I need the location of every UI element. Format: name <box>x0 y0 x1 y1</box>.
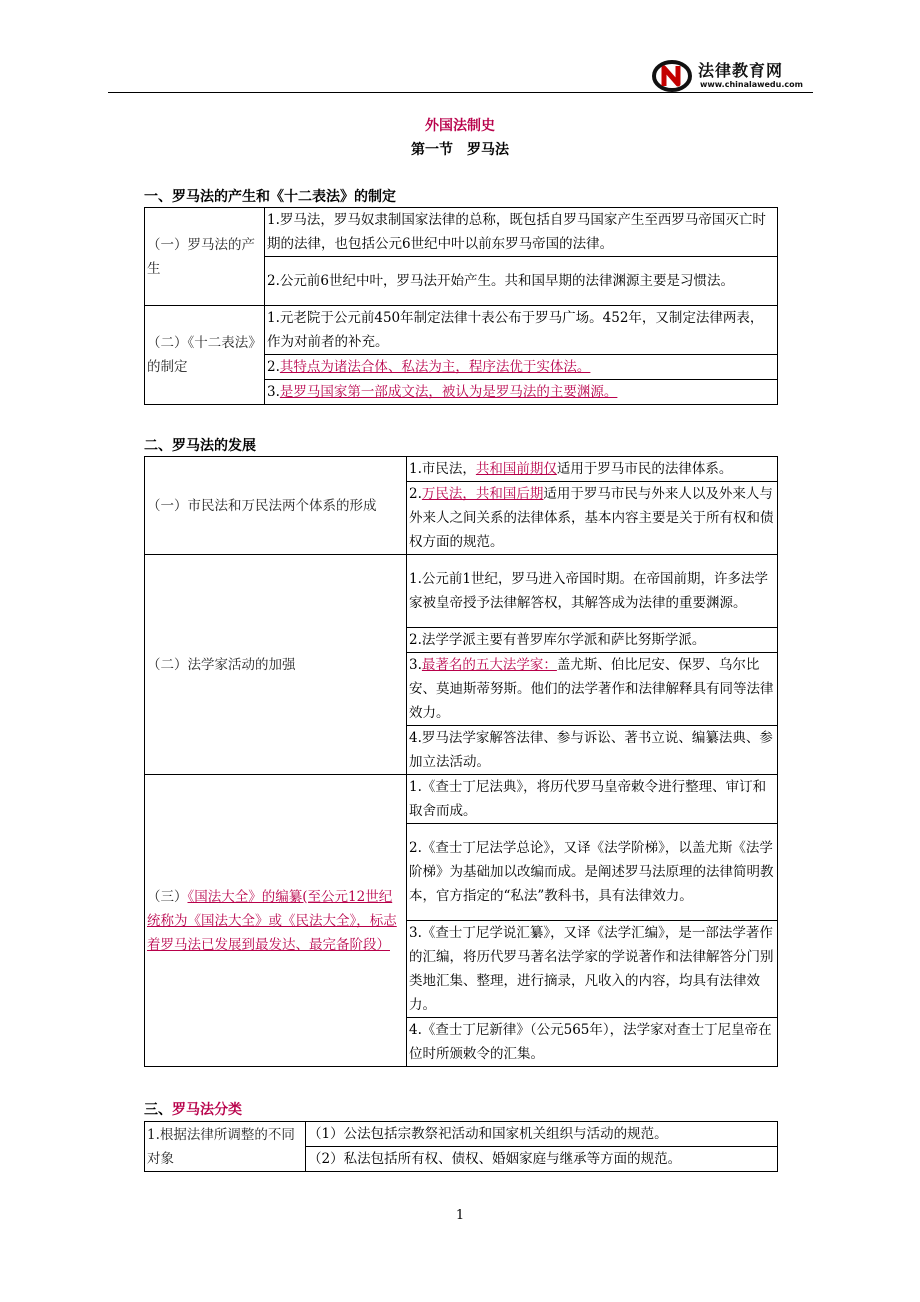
table-row <box>145 208 778 257</box>
cell-item: 1.市民法，共和国前期仅适用于罗马市民的法律体系。 <box>407 457 778 482</box>
section3-heading: 三、罗马法分类 <box>144 1102 242 1118</box>
row-label: （一）罗马法的产生 <box>145 208 265 306</box>
section1-heading: 一、罗马法的产生和《十二表法》的制定 <box>144 189 396 205</box>
section2-table <box>144 456 778 1067</box>
logo-url: www.chinalawedu.com <box>700 80 803 89</box>
row-label: 1.根据法律所调整的不同对象 <box>145 1122 306 1172</box>
cell-item: 2.法学学派主要有普罗库尔学派和萨比努斯学派。 <box>407 628 778 653</box>
cell-item: （1）公法包括宗教祭祀活动和国家机关组织与活动的规范。 <box>306 1122 778 1147</box>
cell-item: 3.《查士丁尼学说汇纂》，又译《法学汇编》，是一部法学著作的汇编，将历代罗马著名法学家的学说著作和法律解答分门别类地汇集、整理，进行摘录，凡收入的内容，均具有法律效力。 <box>407 921 778 1018</box>
cell-item: 2.公元前6世纪中叶，罗马法开始产生。共和国早期的法律渊源主要是习惯法。 <box>265 257 778 306</box>
row-label: （三）《国法大全》的编纂(至公元12世纪统称为《国法大全》或《民法大全》，标志着罗马法已发展到最发达、最完备阶段） <box>145 775 407 1067</box>
row-label: （二）法学家活动的加强 <box>145 555 407 775</box>
doc-title: 外国法制史 <box>425 118 495 134</box>
table-row <box>145 555 778 628</box>
table-row <box>145 457 778 482</box>
cell-item: 2.万民法，共和国后期适用于罗马市民与外来人以及外来人与外来人之间关系的法律体系，基本内容主要是关于所有权和债权方面的规范。 <box>407 482 778 555</box>
table-row <box>145 775 778 824</box>
cell-item: 3.是罗马国家第一部成文法，被认为是罗马法的主要渊源。 <box>265 380 778 405</box>
table-row <box>145 306 778 355</box>
cell-item: 1.罗马法，罗马奴隶制国家法律的总称，既包括自罗马国家产生至西罗马帝国灭亡时期的法律，也包括公元6世纪中叶以前东罗马帝国的法律。 <box>265 208 778 257</box>
cell-item: （2）私法包括所有权、债权、婚姻家庭与继承等方面的规范。 <box>306 1147 778 1172</box>
table-row <box>145 1122 778 1147</box>
logo-mark-icon <box>652 60 694 92</box>
row-label: （二）《十二表法》的制定 <box>145 306 265 405</box>
cell-item: 3.最著名的五大法学家：盖尤斯、伯比尼安、保罗、乌尔比安、莫迪斯蒂努斯。他们的法学著作和法律解释具有同等法律效力。 <box>407 653 778 726</box>
cell-item: 2.其特点为诸法合体、私法为主，程序法优于实体法。 <box>265 355 778 380</box>
doc-subtitle: 第一节 罗马法 <box>411 142 509 158</box>
cell-item: 4.《查士丁尼新律》（公元565年），法学家对查士丁尼皇帝在位时所颁敕令的汇集。 <box>407 1018 778 1067</box>
cell-item: 1.公元前1世纪，罗马进入帝国时期。在帝国前期，许多法学家被皇帝授予法律解答权，其解答成为法律的重要渊源。 <box>407 555 778 628</box>
row-label: （一）市民法和万民法两个体系的形成 <box>145 457 407 555</box>
section1-table <box>144 207 778 405</box>
cell-item: 1.元老院于公元前450年制定法律十表公布于罗马广场。452年，又制定法律两表，作为对前者的补充。 <box>265 306 778 355</box>
logo-name: 法律教育网 <box>698 61 784 80</box>
cell-item: 2.《查士丁尼法学总论》，又译《法学阶梯》，以盖尤斯《法学阶梯》为基础加以改编而成。是阐述罗马法原理的法律简明教本，官方指定的“私法”教科书，具有法律效力。 <box>407 824 778 921</box>
logo <box>652 58 822 94</box>
cell-item: 4.罗马法学家解答法律、参与诉讼、著书立说、编纂法典、参加立法活动。 <box>407 726 778 775</box>
cell-item: 1.《查士丁尼法典》，将历代罗马皇帝敕令进行整理、审订和取舍而成。 <box>407 775 778 824</box>
section3-table <box>144 1121 778 1172</box>
section2-heading: 二、罗马法的发展 <box>144 438 256 454</box>
page-number: 1 <box>455 1208 465 1223</box>
